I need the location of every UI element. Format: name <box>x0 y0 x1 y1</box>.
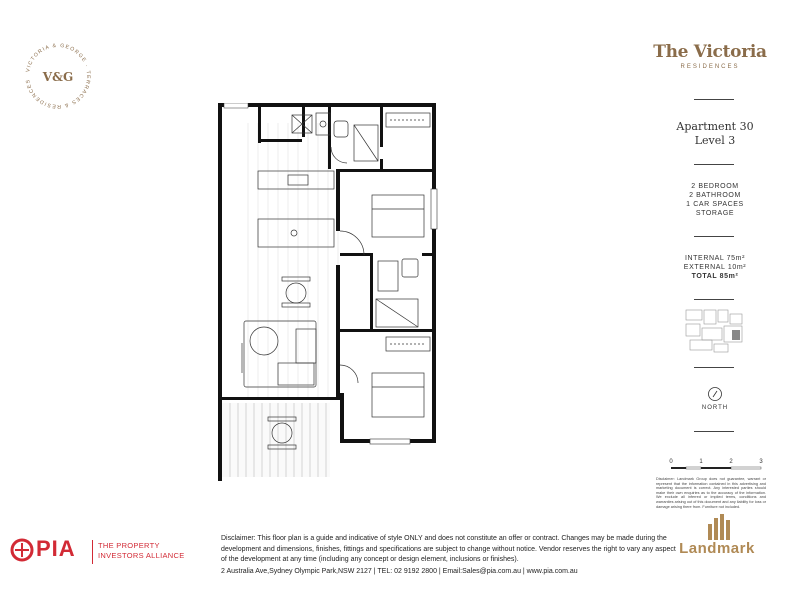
scale-label-0: 0 <box>669 459 673 465</box>
spec-bathroom: 2 BATHROOM <box>689 192 741 199</box>
apartment-title: Apartment 30 <box>676 120 754 133</box>
spec-storage: STORAGE <box>695 210 735 217</box>
spec-car-spaces: 1 CAR SPACES <box>686 201 744 208</box>
footer-disclaimer: Disclaimer: This floor plan is a guide and indicative of style ONLY and does not constitute an offer or contract. Changes may be made during the development and dimensions, finishes, fittings and specifications are subject to change without notice. Vendor reserves the right to vary any aspect of the development at any time (including any concept or design element, inclusions or finishes). <box>221 535 676 563</box>
scale-label-1: 1 <box>699 459 703 465</box>
compass-icon <box>707 386 723 402</box>
seal-monogram: V&G <box>42 70 74 84</box>
brand-name: The Victoria <box>653 42 767 62</box>
pia-divider <box>92 540 93 564</box>
divider <box>694 431 734 432</box>
divider <box>694 99 734 100</box>
spec-bedroom: 2 BEDROOM <box>691 183 739 190</box>
legal-disclaimer: Disclaimer: Landmark Group does not guarantee, warrant or represent that the information contained in this advertising and marketing document is correct. Any interested parties should make their own enquiries as to the accuracy of the information. We exclude all inferred or implied terms, conditions and warranties arising out of this document and any liability for loss or damage arising there from. Furniture not included. <box>656 477 766 509</box>
divider <box>694 164 734 165</box>
key-plan-thumbnail <box>684 306 746 356</box>
area-total: TOTAL 85m² <box>691 273 739 280</box>
north-label: NORTH <box>701 405 729 411</box>
pia-logo-text: PIA <box>36 536 76 561</box>
area-external: EXTERNAL 10m² <box>683 264 747 271</box>
pia-mark-icon <box>10 538 34 562</box>
victoria-george-seal-logo <box>20 38 96 114</box>
footer-contact: 2 Australia Ave,Sydney Olympic Park,NSW 2127 | TEL: 02 9192 2800 | Email:Sales@pia.com.au | www.pia.com.au <box>221 568 578 575</box>
brand-subtitle: RESIDENCES <box>680 64 740 70</box>
apartment-level: Level 3 <box>694 134 736 147</box>
svg-text:VICTORIA & GEORGE · TERRACES &: VICTORIA & GEORGE · TERRACES & RESIDENCES <box>25 42 92 110</box>
spec-list <box>640 182 790 218</box>
area-list <box>640 254 790 281</box>
brand-block <box>640 42 780 70</box>
area-internal: INTERNAL 75m² <box>684 255 746 262</box>
scale-label-2: 2 <box>729 459 733 465</box>
landmark-logo-text: Landmark <box>679 540 755 557</box>
scale-bar <box>668 456 768 478</box>
divider <box>694 299 734 300</box>
pia-tagline-1: THE PROPERTY <box>98 541 160 550</box>
divider <box>694 236 734 237</box>
floorboards <box>248 123 338 397</box>
pia-tagline-2: INVESTORS ALLIANCE <box>98 551 185 560</box>
balcony-area <box>222 403 330 477</box>
scale-label-3: 3 <box>759 459 763 465</box>
floor-plan-drawing <box>218 103 440 481</box>
apartment-heading <box>640 120 790 148</box>
divider <box>694 367 734 368</box>
landmark-building-icon <box>704 514 734 540</box>
